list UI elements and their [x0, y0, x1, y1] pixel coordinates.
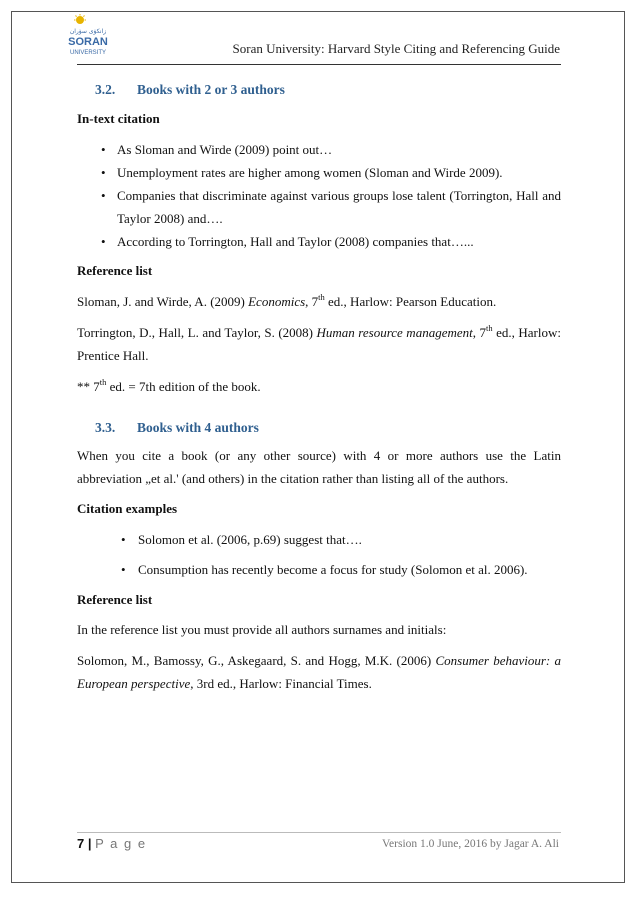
reference-list-heading: Reference list: [77, 592, 153, 607]
logo-arabic-text: زانكۆی سۆران: [69, 28, 107, 35]
list-item: • Unemployment rates are higher among women (Sloman and Wirde 2009).: [77, 161, 561, 184]
section-title: Books with 4 authors: [137, 420, 259, 435]
section-intro: When you cite a book (or any other source) with 4 or more authors use the Latin abbreviation „et al.' (and others) in the citation rather than listing all of the authors.: [77, 448, 561, 486]
list-item: • Consumption has recently become a focus for study (Solomon et al. 2006).: [77, 558, 561, 581]
section-3-2-heading: [95, 78, 561, 101]
page-word: P a g e: [95, 836, 147, 851]
list-item: • As Sloman and Wirde (2009) point out…: [77, 138, 561, 161]
reference-entry: [77, 321, 561, 367]
footer-separator: |: [84, 836, 96, 851]
note-sup: th: [99, 376, 107, 387]
logo-university-text: UNIVERSITY: [69, 50, 107, 56]
ref-title: Consumer behaviour: a European perspective: [77, 653, 561, 691]
intext-citation-list: [77, 138, 561, 253]
page-content: [77, 78, 561, 695]
soran-university-logo: [63, 14, 113, 58]
ref-text: Solomon, M., Bamossy, G., Askegaard, S. and Hogg, M.K. (2006): [77, 653, 436, 668]
footer-divider: [77, 832, 561, 833]
reference-list-heading: Reference list: [77, 263, 153, 278]
section-title: Books with 2 or 3 authors: [137, 82, 285, 97]
reference-entry: [77, 649, 561, 695]
ref-title: Economics: [248, 294, 306, 309]
note-text: ed. = 7th edition of the book.: [106, 379, 261, 394]
logo-soran-text: SORAN: [68, 36, 108, 48]
edition-note: [77, 375, 561, 398]
list-item: • Solomon et al. (2006, p.69) suggest that….: [77, 528, 561, 551]
list-item: • Companies that discriminate against various groups lose talent (Torrington, Hall and Taylor 2008) and….: [77, 184, 561, 230]
section-number: 3.2.: [95, 82, 116, 97]
list-item: • According to Torrington, Hall and Taylor (2008) companies that…...: [77, 230, 561, 253]
section-number: 3.3.: [95, 420, 116, 435]
footer-version: Version 1.0 June, 2016 by Jagar A. Ali: [382, 838, 559, 850]
note-text: ** 7: [77, 379, 100, 394]
footer-page-label: [77, 836, 147, 851]
section-3-3-heading: [95, 416, 561, 439]
ref-title: Human resource management: [316, 325, 473, 340]
citation-examples-heading: Citation examples: [77, 501, 178, 516]
ref-text: ed., Harlow: Pearson Education.: [324, 294, 497, 309]
ref-text: Sloman, J. and Wirde, A. (2009): [77, 294, 249, 309]
ref-text: ed., Harlow: Prentice Hall.: [77, 325, 561, 363]
ref-sup: th: [318, 291, 325, 302]
ref-text: , 7: [472, 325, 486, 340]
reference-intro: In the reference list you must provide all authors surnames and initials:: [77, 622, 447, 637]
header-divider: [77, 64, 561, 65]
intext-citation-heading: In-text citation: [77, 111, 160, 126]
page-number: 7: [77, 836, 85, 851]
header-title: Soran University: Harvard Style Citing and Referencing Guide: [232, 41, 560, 56]
ref-sup: th: [486, 322, 493, 333]
citation-examples-list: [77, 528, 561, 581]
reference-entry: [77, 290, 561, 313]
ref-text: , 7: [305, 294, 319, 309]
ref-text: , 3rd ed., Harlow: Financial Times.: [190, 676, 372, 691]
ref-text: Torrington, D., Hall, L. and Taylor, S. (2008): [77, 325, 317, 340]
